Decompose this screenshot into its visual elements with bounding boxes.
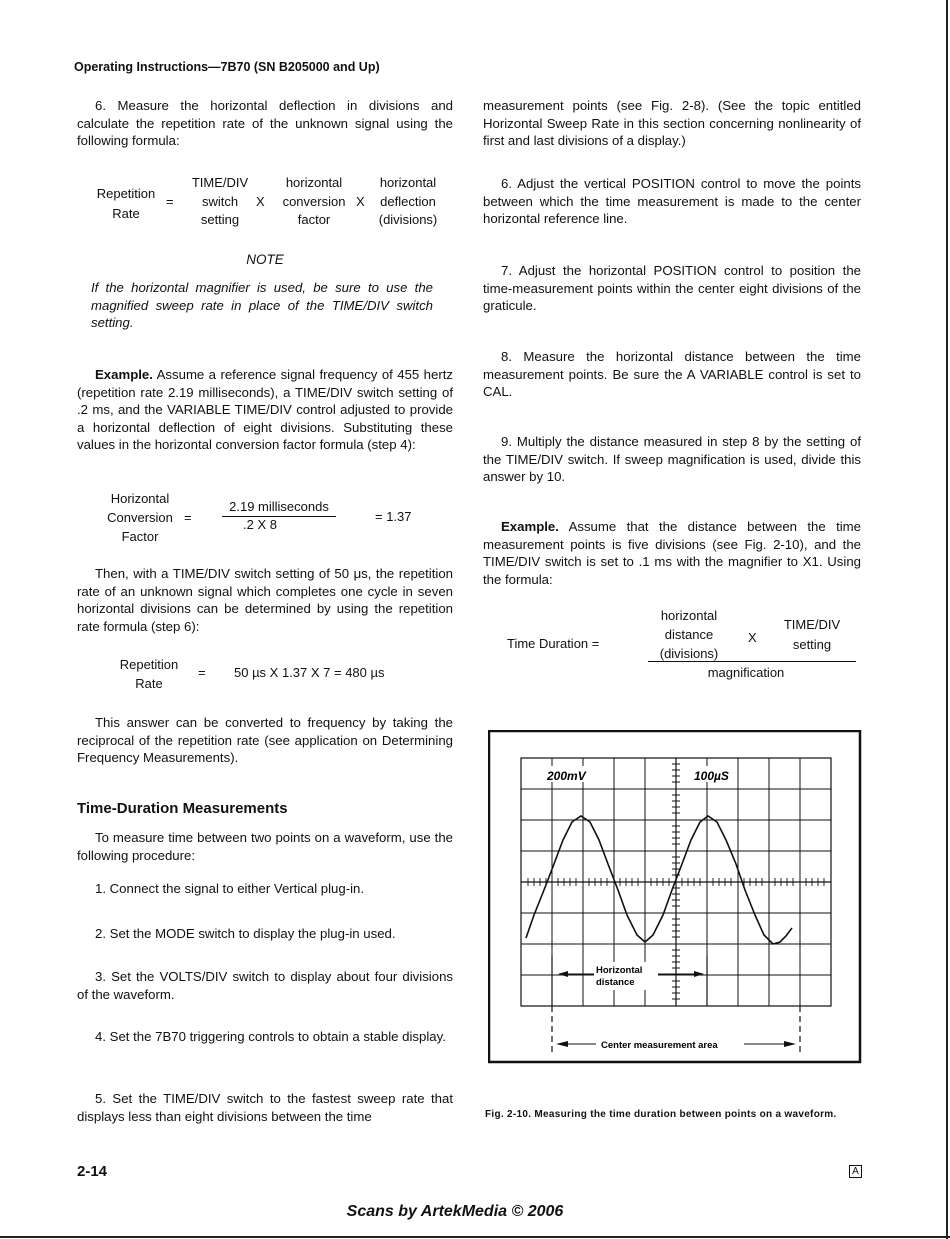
example-text: Assume a reference signal frequency of 455 hertz (repetition rate 2.19 milliseconds), a TIME/DIV switch setting of .2 ms, and the VARIABLE TIME/DIV control adjusted to provide a horizontal deflection of eight divisions. Substituting these values in the horizontal conversion factor formula (step 4): (77, 367, 453, 453)
right-example (483, 518, 861, 588)
running-header: Operating Instructions—7B70 (SN B205000 and Up) (74, 60, 380, 74)
right-step-9: 9. Multiply the distance measured in step 8 by the setting of the TIME/DIV switch. If sweep magnification is used, divide this answer by 10. (483, 434, 861, 485)
formula1-col1-2: switch (201, 194, 239, 209)
procedure-step-2: 2. Set the MODE switch to display the plug-in used. (95, 926, 396, 941)
procedure-step-4: 4. Set the 7B70 triggering controls to obtain a stable display. (95, 1029, 446, 1044)
note-title: NOTE (246, 252, 284, 267)
then-paragraph: Then, with a TIME/DIV switch setting of 50 μs, the repetition rate of an unknown signal which completes one cycle in seven horizontal divisions can be determined by using the repetition rate formula (step 6): (77, 566, 453, 634)
formula4-fraction-bar (648, 661, 856, 662)
hd-label-line-1: Horizontal (596, 965, 643, 976)
example-label: Example. (95, 367, 153, 382)
right-step-7: 7. Adjust the horizontal POSITION control to position the time-measurement points within the center eight divisions of the graticule. (483, 263, 861, 314)
formula1-lhs-1: Repetition (96, 186, 156, 201)
right-step-8: 8. Measure the horizontal distance between the time measurement points. Be sure the A VARIABLE control is set to CAL. (483, 349, 861, 400)
hd-label-line-2: distance (596, 977, 635, 988)
formula1-col1-1: TIME/DIV (191, 175, 249, 190)
formula2-lhs-3: Factor (121, 529, 159, 544)
right-example-label: Example. (501, 519, 559, 534)
formula1-times-2: X (356, 194, 365, 209)
formula4-times: X (748, 630, 757, 645)
formula2-result: = 1.37 (375, 509, 412, 524)
left-example (77, 366, 453, 454)
formula2-denominator: .2 X 8 (243, 517, 277, 532)
note-text: If the horizontal magnifier is used, be sure to use the magnified sweep rate in place of the TIME/DIV switch setting. (91, 280, 433, 331)
formula3-equals: = (198, 665, 206, 680)
formula4-lhs: Time Duration = (507, 636, 600, 651)
formula1-lhs-2: Rate (112, 206, 140, 221)
right-step-6: 6. Adjust the vertical POSITION control to move the points between which the time measurement is made to the center horizontal reference line. (483, 176, 861, 227)
volts-per-div-label: 200mV (547, 769, 586, 783)
formula2-numerator: 2.19 milliseconds (229, 499, 329, 514)
formula4-a-2: distance (664, 627, 714, 642)
oscilloscope-figure (488, 730, 863, 1066)
time-per-div-label: 100µS (694, 769, 729, 783)
formula1-col1-3: setting (200, 212, 240, 227)
formula2-equals: = (184, 510, 192, 525)
scan-credit: Scans by ArtekMedia © 2006 (346, 1203, 564, 1220)
formula2-lhs-2: Conversion (107, 510, 173, 525)
formula3-lhs-1: Repetition (119, 657, 179, 672)
formula1-col3-1: horizontal (379, 175, 437, 190)
right-continuation: measurement points (see Fig. 2-8). (See the topic entitled Horizontal Sweep Rate in this section concerning nonlinearity of first and last divisions of a display.) (483, 98, 861, 149)
formula1-col3-2: deflection (380, 194, 436, 209)
procedure-step-3: 3. Set the VOLTS/DIV switch to display about four divisions of the waveform. (77, 969, 453, 1002)
procedure-step-1: 1. Connect the signal to either Vertical plug-in. (95, 881, 365, 896)
formula4-b-2: setting (792, 637, 832, 652)
formula2-lhs-1: Horizontal (110, 491, 170, 506)
formula1-equals: = (166, 194, 174, 209)
section-title: Time-Duration Measurements (77, 800, 288, 817)
formula1-times-1: X (256, 194, 265, 209)
formula3-rhs: 50 µs X 1.37 X 7 = 480 µs (234, 665, 385, 680)
formula4-a-3: (divisions) (659, 646, 719, 661)
formula1-col2-2: conversion (282, 194, 346, 209)
page-bottom-edge (0, 1236, 950, 1238)
left-step-6: 6. Measure the horizontal deflection in divisions and calculate the repetition rate of the unknown signal using the following formula: (77, 98, 453, 149)
center-measurement-label: Center measurement area (601, 1040, 718, 1051)
procedure-intro: To measure time between two points on a waveform, use the following procedure: (77, 830, 453, 863)
formula3-lhs-2: Rate (135, 676, 163, 691)
revision-mark: A (849, 1165, 862, 1178)
formula1-col2-3: factor (297, 212, 331, 227)
right-example-text: Assume that the distance between the time measurement points is five divisions (see Fig. 2-10), and the TIME/DIV switch is set to .1 ms with the magnifier to X1. Using the formula: (483, 519, 861, 587)
page-number: 2-14 (77, 1163, 108, 1180)
formula1-col2-1: horizontal (285, 175, 343, 190)
formula1-col3-3: (divisions) (378, 212, 438, 227)
figure-frame (489, 731, 860, 1062)
convert-paragraph: This answer can be converted to frequency by taking the reciprocal of the repetition rate (see application on Determining Frequency Measurements). (77, 715, 453, 766)
formula4-a-1: horizontal (660, 608, 718, 623)
page-right-edge (946, 0, 948, 1239)
formula4-denominator: magnification (707, 665, 785, 680)
formula4-b-1: TIME/DIV (783, 617, 841, 632)
figure-caption: Fig. 2-10. Measuring the time duration between points on a waveform. (485, 1109, 837, 1120)
procedure-step-5: 5. Set the TIME/DIV switch to the fastest sweep rate that displays less than eight divisions between the time (77, 1091, 453, 1124)
